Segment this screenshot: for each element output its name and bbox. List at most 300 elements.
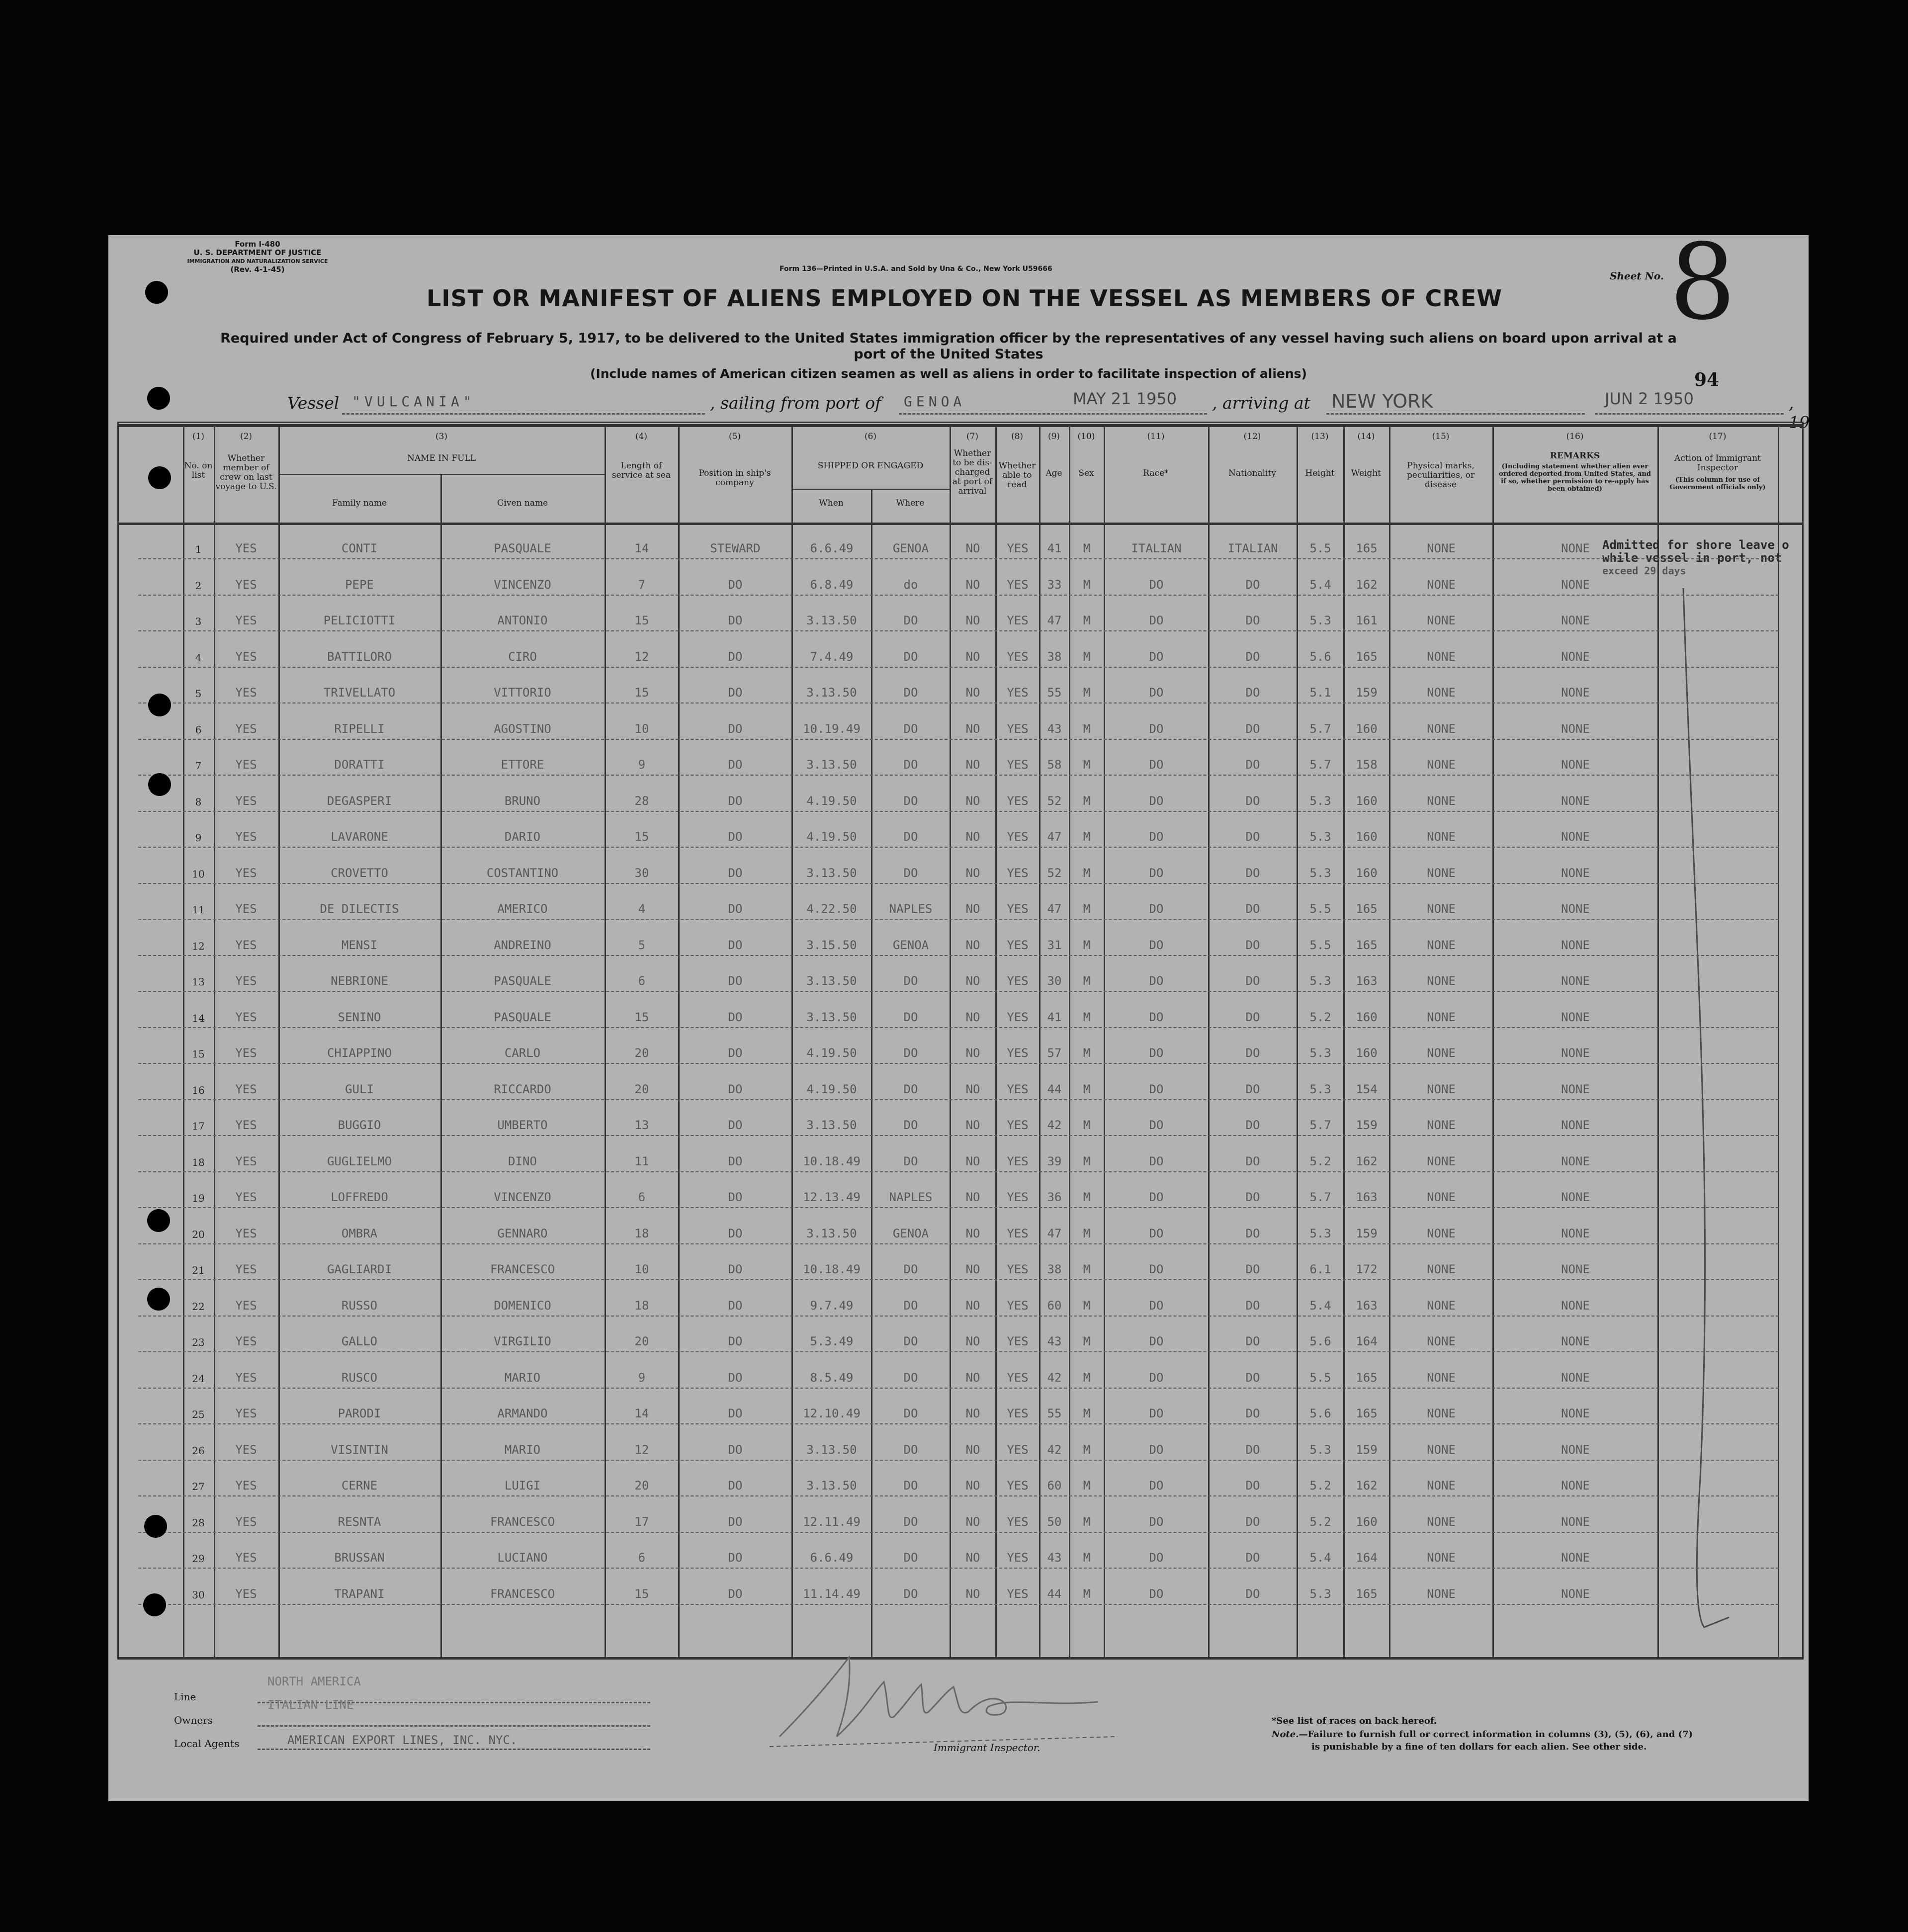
cell-crew: YES <box>235 1298 257 1313</box>
cell-sex: M <box>1083 1370 1091 1385</box>
cell-age: 47 <box>1047 614 1062 627</box>
cell-when: 6.6.49 <box>810 541 854 555</box>
cell-length: 17 <box>634 1514 649 1529</box>
cell-length: 30 <box>634 866 649 880</box>
cell-length: 7 <box>638 577 646 592</box>
cell-crew: YES <box>235 1190 257 1204</box>
cell-weight: 165 <box>1356 1586 1378 1601</box>
table-row <box>108 884 1804 920</box>
cell-sex: M <box>1083 1334 1091 1348</box>
cell-read: YES <box>1007 974 1029 988</box>
cell-height: 5.2 <box>1309 1154 1331 1168</box>
cell-crew: YES <box>235 1406 257 1420</box>
col-num-6: (6) <box>864 432 877 441</box>
cell-given: LUIGI <box>504 1479 541 1493</box>
cell-given: ANTONIO <box>497 614 548 627</box>
table-row <box>108 1209 1804 1244</box>
cell-family: GAGLIARDI <box>327 1262 392 1276</box>
cell-race: DO <box>1149 1479 1164 1493</box>
cell-phys: NONE <box>1427 1442 1456 1457</box>
cell-given: CIRO <box>508 649 537 664</box>
cell-weight: 162 <box>1356 577 1378 592</box>
header-remarks-note: (Including statement whether alien ever ordered deported from United States, and if so, whether permission to re-apply has been obtained) <box>1499 463 1651 493</box>
cell-height: 6.1 <box>1309 1262 1331 1276</box>
cell-disch: NO <box>965 1370 980 1385</box>
cell-phys: NONE <box>1427 577 1456 592</box>
cell-nat: DO <box>1245 1226 1260 1240</box>
cell-when: 3.13.50 <box>806 1010 857 1024</box>
cell-crew: YES <box>235 1479 257 1493</box>
cell-nat: DO <box>1245 649 1260 664</box>
cell-height: 5.3 <box>1309 1082 1331 1096</box>
cell-race: DO <box>1149 614 1164 627</box>
cell-remarks: NONE <box>1561 1298 1590 1313</box>
cell-length: 14 <box>634 1406 649 1420</box>
cell-where: DO <box>903 1586 918 1601</box>
cell-weight: 159 <box>1356 686 1378 700</box>
cell-remarks: NONE <box>1561 541 1590 555</box>
cell-age: 55 <box>1047 1406 1062 1420</box>
cell-read: YES <box>1007 1514 1029 1529</box>
cell-read: YES <box>1007 721 1029 736</box>
header-action-note: (This column for use of Government officials only) <box>1669 476 1766 491</box>
cell-read: YES <box>1007 1551 1029 1565</box>
header-length: Length of service at sea <box>611 461 671 480</box>
header-name: NAME IN FULL <box>407 453 476 463</box>
cell-disch: NO <box>965 686 980 700</box>
cell-height: 5.5 <box>1309 938 1331 952</box>
cell-race: DO <box>1149 721 1164 736</box>
cell-sex: M <box>1083 577 1091 592</box>
cell-weight: 160 <box>1356 1514 1378 1529</box>
cell-no: 19 <box>192 1192 205 1204</box>
cell-remarks: NONE <box>1561 1406 1590 1420</box>
cell-given: LUCIANO <box>497 1551 548 1565</box>
cell-disch: NO <box>965 1154 980 1168</box>
cell-position: DO <box>728 1479 743 1493</box>
cell-phys: NONE <box>1427 758 1456 772</box>
table-row <box>108 668 1804 703</box>
cell-nat: DO <box>1245 758 1260 772</box>
cell-length: 11 <box>634 1154 649 1168</box>
cell-race: DO <box>1149 1551 1164 1565</box>
cell-given: DARIO <box>504 830 541 844</box>
cell-when: 3.13.50 <box>806 686 857 700</box>
cell-given: FRANCESCO <box>490 1586 555 1601</box>
cell-height: 5.3 <box>1309 830 1331 844</box>
cell-crew: YES <box>235 1586 257 1601</box>
cell-remarks: NONE <box>1561 1442 1590 1457</box>
department-name: U. S. DEPARTMENT OF JUSTICE <box>193 248 322 257</box>
cell-nat: DO <box>1245 866 1260 880</box>
cell-sex: M <box>1083 1298 1091 1313</box>
cell-age: 42 <box>1047 1442 1062 1457</box>
departure-port: GENOA <box>904 393 966 410</box>
cell-read: YES <box>1007 1118 1029 1132</box>
subtitle-port: port of the United States <box>854 347 1043 362</box>
cell-family: TRIVELLATO <box>323 686 396 700</box>
cell-no: 20 <box>192 1228 205 1240</box>
cell-height: 5.3 <box>1309 1226 1331 1240</box>
cell-crew: YES <box>235 793 257 808</box>
cell-age: 44 <box>1047 1082 1062 1096</box>
table-row <box>108 1389 1804 1424</box>
cell-where: DO <box>903 614 918 627</box>
table-top-rule <box>117 424 1804 427</box>
subtitle-include-note: (Include names of American citizen seamen as well as aliens in order to facilitate inspection of aliens) <box>590 366 1307 381</box>
cell-where: DO <box>903 1370 918 1385</box>
cell-remarks: NONE <box>1561 866 1590 880</box>
cell-phys: NONE <box>1427 938 1456 952</box>
cell-where: NAPLES <box>889 1190 933 1204</box>
table-row <box>108 1533 1804 1569</box>
cell-when: 10.19.49 <box>803 721 861 736</box>
form-info <box>183 240 332 274</box>
annotation-line-3: exceed 29 days <box>1602 565 1686 577</box>
cell-where: GENOA <box>892 1226 929 1240</box>
cell-height: 5.3 <box>1309 793 1331 808</box>
cell-read: YES <box>1007 1442 1029 1457</box>
manifest-sheet <box>108 221 1810 1801</box>
cell-read: YES <box>1007 577 1029 592</box>
cell-length: 20 <box>634 1046 649 1060</box>
table-row <box>108 920 1804 956</box>
printer-line: Form 136—Printed in U.S.A. and Sold by Una & Co., New York U59666 <box>780 265 1052 273</box>
footer-owners-value: ITALIAN LINE <box>267 1698 354 1712</box>
cell-weight: 159 <box>1356 1226 1378 1240</box>
cell-nat: DO <box>1245 1190 1260 1204</box>
cell-age: 57 <box>1047 1046 1062 1060</box>
col-num-5: (5) <box>728 432 741 441</box>
col-num-11: (11) <box>1147 432 1165 441</box>
cell-sex: M <box>1083 758 1091 772</box>
cell-remarks: NONE <box>1561 1514 1590 1529</box>
cell-read: YES <box>1007 1226 1029 1240</box>
sheet-label: Sheet No. <box>1610 270 1664 282</box>
cell-height: 5.5 <box>1309 902 1331 916</box>
cell-phys: NONE <box>1427 649 1456 664</box>
sailing-date: MAY 21 1950 <box>1073 389 1177 408</box>
cell-where: DO <box>903 1334 918 1348</box>
cell-height: 5.3 <box>1309 1442 1331 1457</box>
cell-age: 60 <box>1047 1298 1062 1313</box>
cell-given: ANDREINO <box>494 938 551 952</box>
cell-disch: NO <box>965 541 980 555</box>
cell-no: 12 <box>192 940 205 952</box>
cell-where: DO <box>903 1442 918 1457</box>
cell-no: 21 <box>192 1264 205 1276</box>
cell-weight: 164 <box>1356 1551 1378 1565</box>
header-height: Height <box>1305 468 1335 478</box>
header-remarks: REMARKS <box>1550 451 1600 461</box>
cell-given: RICCARDO <box>494 1082 551 1096</box>
cell-weight: 154 <box>1356 1082 1378 1096</box>
cell-read: YES <box>1007 1154 1029 1168</box>
cell-position: DO <box>728 830 743 844</box>
races-note: *See list of races on back hereof. <box>1272 1716 1437 1726</box>
cell-remarks: NONE <box>1561 1082 1590 1096</box>
cell-given: BRUNO <box>504 793 541 808</box>
cell-where: DO <box>903 1082 918 1096</box>
cell-sex: M <box>1083 902 1091 916</box>
cell-disch: NO <box>965 758 980 772</box>
cell-length: 15 <box>634 1010 649 1024</box>
cell-position: DO <box>728 721 743 736</box>
cell-no: 27 <box>192 1481 205 1493</box>
cell-family: NEBRIONE <box>331 974 388 988</box>
cell-where: DO <box>903 1262 918 1276</box>
cell-remarks: NONE <box>1561 1226 1590 1240</box>
cell-given: AGOSTINO <box>494 721 551 736</box>
table-row <box>108 632 1804 668</box>
cell-weight: 161 <box>1356 614 1378 627</box>
table-row <box>108 1244 1804 1280</box>
vessel-line <box>287 389 1810 432</box>
cell-position: DO <box>728 1046 743 1060</box>
cell-crew: YES <box>235 1551 257 1565</box>
cell-sex: M <box>1083 649 1091 664</box>
cell-family: LOFFREDO <box>331 1190 388 1204</box>
cell-remarks: NONE <box>1561 614 1590 627</box>
cell-remarks: NONE <box>1561 686 1590 700</box>
punch-hole <box>148 694 171 716</box>
cell-no: 5 <box>195 688 202 700</box>
cell-race: DO <box>1149 1226 1164 1240</box>
table-row <box>108 740 1804 776</box>
cell-race: DO <box>1149 686 1164 700</box>
cell-sex: M <box>1083 938 1091 952</box>
cell-length: 9 <box>638 1370 646 1385</box>
vessel-label: Vessel <box>287 393 340 413</box>
cell-when: 3.13.50 <box>806 614 857 627</box>
cell-crew: YES <box>235 541 257 555</box>
vessel-underline <box>342 413 705 415</box>
cell-no: 9 <box>195 832 202 844</box>
cell-read: YES <box>1007 1334 1029 1348</box>
cell-family: DORATTI <box>334 758 385 772</box>
cell-no: 26 <box>192 1444 205 1457</box>
note-text-1: —Failure to furnish full or correct information in columns (3), (5), (6), and (7) <box>1299 1729 1693 1740</box>
table-row <box>108 1353 1804 1389</box>
cell-crew: YES <box>235 1514 257 1529</box>
cell-age: 47 <box>1047 1226 1062 1240</box>
cell-race: DO <box>1149 758 1164 772</box>
cell-family: PARODI <box>338 1406 381 1420</box>
cell-position: DO <box>728 1406 743 1420</box>
cell-weight: 158 <box>1356 758 1378 772</box>
cell-disch: NO <box>965 1118 980 1132</box>
cell-position: DO <box>728 1551 743 1565</box>
cell-length: 6 <box>638 1551 646 1565</box>
cell-sex: M <box>1083 866 1091 880</box>
cell-given: ETTORE <box>501 758 544 772</box>
cell-given: AMERICO <box>497 902 548 916</box>
port-underline <box>899 413 1207 415</box>
cell-age: 50 <box>1047 1514 1062 1529</box>
cell-phys: NONE <box>1427 1010 1456 1024</box>
cell-height: 5.3 <box>1309 866 1331 880</box>
cell-phys: NONE <box>1427 614 1456 627</box>
cell-race: DO <box>1149 902 1164 916</box>
cell-sex: M <box>1083 614 1091 627</box>
cell-length: 20 <box>634 1334 649 1348</box>
cell-age: 33 <box>1047 577 1062 592</box>
cell-phys: NONE <box>1427 793 1456 808</box>
cell-when: 9.7.49 <box>810 1298 854 1313</box>
cell-position: STEWARD <box>710 541 761 555</box>
cell-no: 4 <box>195 651 202 664</box>
cell-when: 3.13.50 <box>806 758 857 772</box>
cell-read: YES <box>1007 614 1029 627</box>
cell-race: ITALIAN <box>1131 541 1182 555</box>
cell-length: 15 <box>634 686 649 700</box>
cell-sex: M <box>1083 541 1091 555</box>
cell-disch: NO <box>965 1298 980 1313</box>
footer-owners-label: Owners <box>174 1714 213 1726</box>
table-row <box>108 560 1804 596</box>
cell-crew: YES <box>235 1118 257 1132</box>
cell-position: DO <box>728 614 743 627</box>
header-position: Position in ship's company <box>698 468 771 488</box>
cell-position: DO <box>728 1370 743 1385</box>
cell-weight: 160 <box>1356 866 1378 880</box>
header-where: Where <box>896 498 925 508</box>
cell-disch: NO <box>965 1586 980 1601</box>
cell-weight: 159 <box>1356 1118 1378 1132</box>
cell-read: YES <box>1007 1586 1029 1601</box>
header-weight: Weight <box>1351 468 1382 478</box>
cell-weight: 159 <box>1356 1442 1378 1457</box>
table-row <box>108 1461 1804 1496</box>
col-num-4: (4) <box>635 432 648 441</box>
punch-hole <box>143 1593 166 1616</box>
cell-phys: NONE <box>1427 541 1456 555</box>
cell-age: 42 <box>1047 1118 1062 1132</box>
cell-length: 10 <box>634 1262 649 1276</box>
cell-no: 14 <box>192 1012 205 1024</box>
cell-phys: NONE <box>1427 830 1456 844</box>
cell-height: 5.3 <box>1309 614 1331 627</box>
cell-family: RUSCO <box>341 1370 378 1385</box>
cell-read: YES <box>1007 1010 1029 1024</box>
cell-no: 11 <box>192 904 205 916</box>
table-row <box>108 776 1804 812</box>
col-num-17: (17) <box>1709 432 1727 441</box>
cell-no: 13 <box>192 976 205 988</box>
cell-crew: YES <box>235 902 257 916</box>
cell-crew: YES <box>235 1442 257 1457</box>
col-num-9: (9) <box>1047 432 1060 441</box>
footer-line-value: NORTH AMERICA <box>267 1674 361 1688</box>
cell-no: 29 <box>192 1553 205 1565</box>
cell-family: GULI <box>345 1082 374 1096</box>
cell-nat: DO <box>1245 1262 1260 1276</box>
punch-hole <box>147 1288 170 1311</box>
cell-given: MARIO <box>504 1370 541 1385</box>
cell-disch: NO <box>965 1514 980 1529</box>
service-name: IMMIGRATION AND NATURALIZATION SERVICE <box>187 258 328 264</box>
cell-when: 4.19.50 <box>806 1082 857 1096</box>
col-num-14: (14) <box>1357 432 1375 441</box>
cell-phys: NONE <box>1427 1406 1456 1420</box>
cell-length: 18 <box>634 1226 649 1240</box>
col-num-7: (7) <box>966 432 979 441</box>
cell-position: DO <box>728 1226 743 1240</box>
cell-weight: 165 <box>1356 649 1378 664</box>
cell-when: 4.19.50 <box>806 793 857 808</box>
cell-no: 25 <box>192 1408 205 1420</box>
cell-family: BRUSSAN <box>334 1551 385 1565</box>
table-row <box>108 524 1804 559</box>
cell-given: VINCENZO <box>494 577 551 592</box>
cell-height: 5.2 <box>1309 1514 1331 1529</box>
cell-nat: DO <box>1245 1370 1260 1385</box>
footer-agents-rule <box>258 1749 650 1750</box>
cell-position: DO <box>728 1334 743 1348</box>
header-discharged: Whether to be dis-charged at port of arrival <box>952 448 993 496</box>
cell-position: DO <box>728 1442 743 1457</box>
cell-nat: DO <box>1245 1082 1260 1096</box>
cell-phys: NONE <box>1427 1586 1456 1601</box>
cell-weight: 162 <box>1356 1479 1378 1493</box>
cell-when: 4.19.50 <box>806 1046 857 1060</box>
cell-position: DO <box>728 1190 743 1204</box>
cell-no: 15 <box>192 1048 205 1060</box>
cell-nat: DO <box>1245 830 1260 844</box>
cell-height: 5.3 <box>1309 1586 1331 1601</box>
cell-remarks: NONE <box>1561 649 1590 664</box>
cell-remarks: NONE <box>1561 1370 1590 1385</box>
cell-disch: NO <box>965 1551 980 1565</box>
cell-no: 30 <box>192 1588 205 1601</box>
table-row <box>108 848 1804 884</box>
cell-sex: M <box>1083 1118 1091 1132</box>
arrival-date: JUN 2 1950 <box>1605 389 1694 408</box>
header-age: Age <box>1045 468 1062 478</box>
cell-age: 41 <box>1047 541 1062 555</box>
header-read: Whether able to read <box>998 461 1036 490</box>
col-num-8: (8) <box>1011 432 1024 441</box>
cell-family: LAVARONE <box>331 830 388 844</box>
cell-sex: M <box>1083 1154 1091 1168</box>
cell-when: 6.6.49 <box>810 1551 854 1565</box>
cell-sex: M <box>1083 1479 1091 1493</box>
cell-height: 5.4 <box>1309 577 1331 592</box>
table-row <box>108 1317 1804 1352</box>
cell-when: 3.13.50 <box>806 1118 857 1132</box>
cell-height: 5.6 <box>1309 649 1331 664</box>
cell-family: BATTILORO <box>327 649 392 664</box>
cell-remarks: NONE <box>1561 721 1590 736</box>
cell-race: DO <box>1149 649 1164 664</box>
cell-read: YES <box>1007 938 1029 952</box>
cell-given: UMBERTO <box>497 1118 548 1132</box>
cell-family: PELICIOTTI <box>323 614 396 627</box>
footer-owners-rule <box>258 1725 650 1727</box>
cell-nat: DO <box>1245 902 1260 916</box>
cell-disch: NO <box>965 1046 980 1060</box>
cell-when: 12.11.49 <box>803 1514 861 1529</box>
cell-age: 42 <box>1047 1370 1062 1385</box>
cell-where: DO <box>903 1479 918 1493</box>
cell-phys: NONE <box>1427 1334 1456 1348</box>
header-nationality: Nationality <box>1228 468 1276 478</box>
cell-read: YES <box>1007 686 1029 700</box>
cell-crew: YES <box>235 1262 257 1276</box>
cell-nat: DO <box>1245 1334 1260 1348</box>
cell-crew: YES <box>235 686 257 700</box>
cell-phys: NONE <box>1427 721 1456 736</box>
